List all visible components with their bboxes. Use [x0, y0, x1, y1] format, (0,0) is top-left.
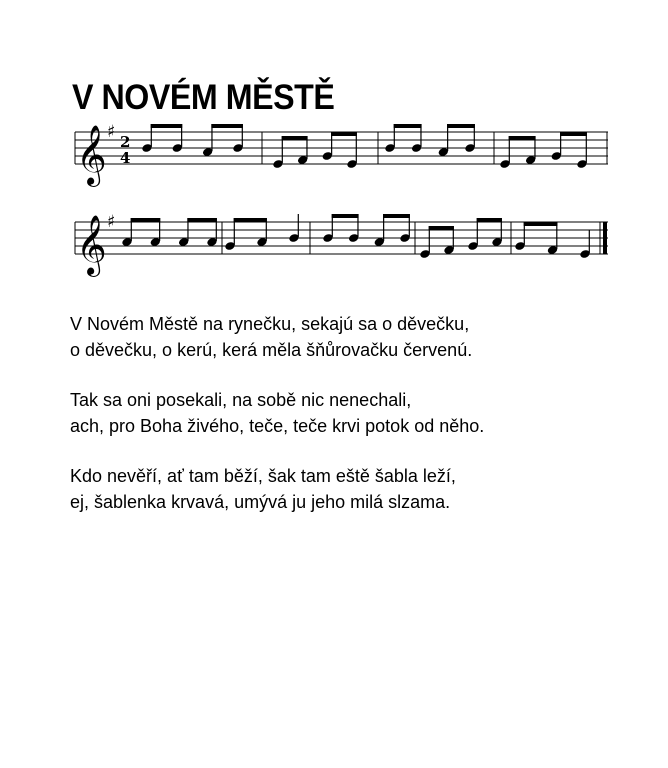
key-signature-sharp-icon: ♯	[107, 122, 116, 142]
note-beam	[524, 222, 558, 226]
note-beam	[187, 218, 217, 222]
verse	[70, 311, 630, 363]
note-beam	[394, 124, 422, 128]
treble-clef-icon: 𝄞	[76, 215, 107, 275]
verse	[70, 387, 630, 439]
lyrics	[70, 311, 630, 539]
note-beam	[282, 136, 308, 140]
note-beam	[560, 132, 587, 136]
note-beam	[509, 136, 536, 140]
music-staff-system-1	[0, 120, 668, 200]
final-barline-thick	[603, 222, 607, 254]
lyric-line: Tak sa oni posekali, na sobě nic nenechali,	[70, 390, 412, 410]
note-beam	[131, 218, 161, 222]
time-signature-numerator: 2	[120, 133, 131, 151]
song-title: V NOVÉM MĚSTĚ	[72, 78, 335, 117]
treble-clef-icon: 𝄞	[76, 125, 107, 185]
music-staff-system-2	[0, 210, 668, 290]
note-beam	[151, 124, 183, 128]
time-signature-denominator: 4	[120, 149, 131, 167]
note-beam	[447, 124, 475, 128]
note-beam	[234, 218, 267, 222]
note-beam	[383, 214, 410, 218]
key-signature-sharp-icon: ♯	[107, 212, 116, 232]
staff-svg	[0, 210, 668, 290]
lyric-line: o děvečku, o kerú, kerá měla šňůrovačku červenú.	[70, 340, 473, 360]
lyric-line: ej, šablenka krvavá, umývá ju jeho milá slzama.	[70, 492, 451, 512]
note-beam	[211, 124, 243, 128]
note-beam	[429, 226, 454, 230]
lyric-line: V Novém Městě na rynečku, sekajú sa o děvečku,	[70, 314, 470, 334]
lyric-line: ach, pro Boha živého, teče, teče krvi potok od něho.	[70, 416, 485, 436]
note-beam	[332, 214, 359, 218]
staff-svg	[0, 120, 668, 200]
lyric-line: Kdo nevěří, ať tam běží, šak tam eště šabla leží,	[70, 466, 456, 486]
note-beam	[477, 218, 502, 222]
note-beam	[331, 132, 357, 136]
verse	[70, 463, 630, 515]
